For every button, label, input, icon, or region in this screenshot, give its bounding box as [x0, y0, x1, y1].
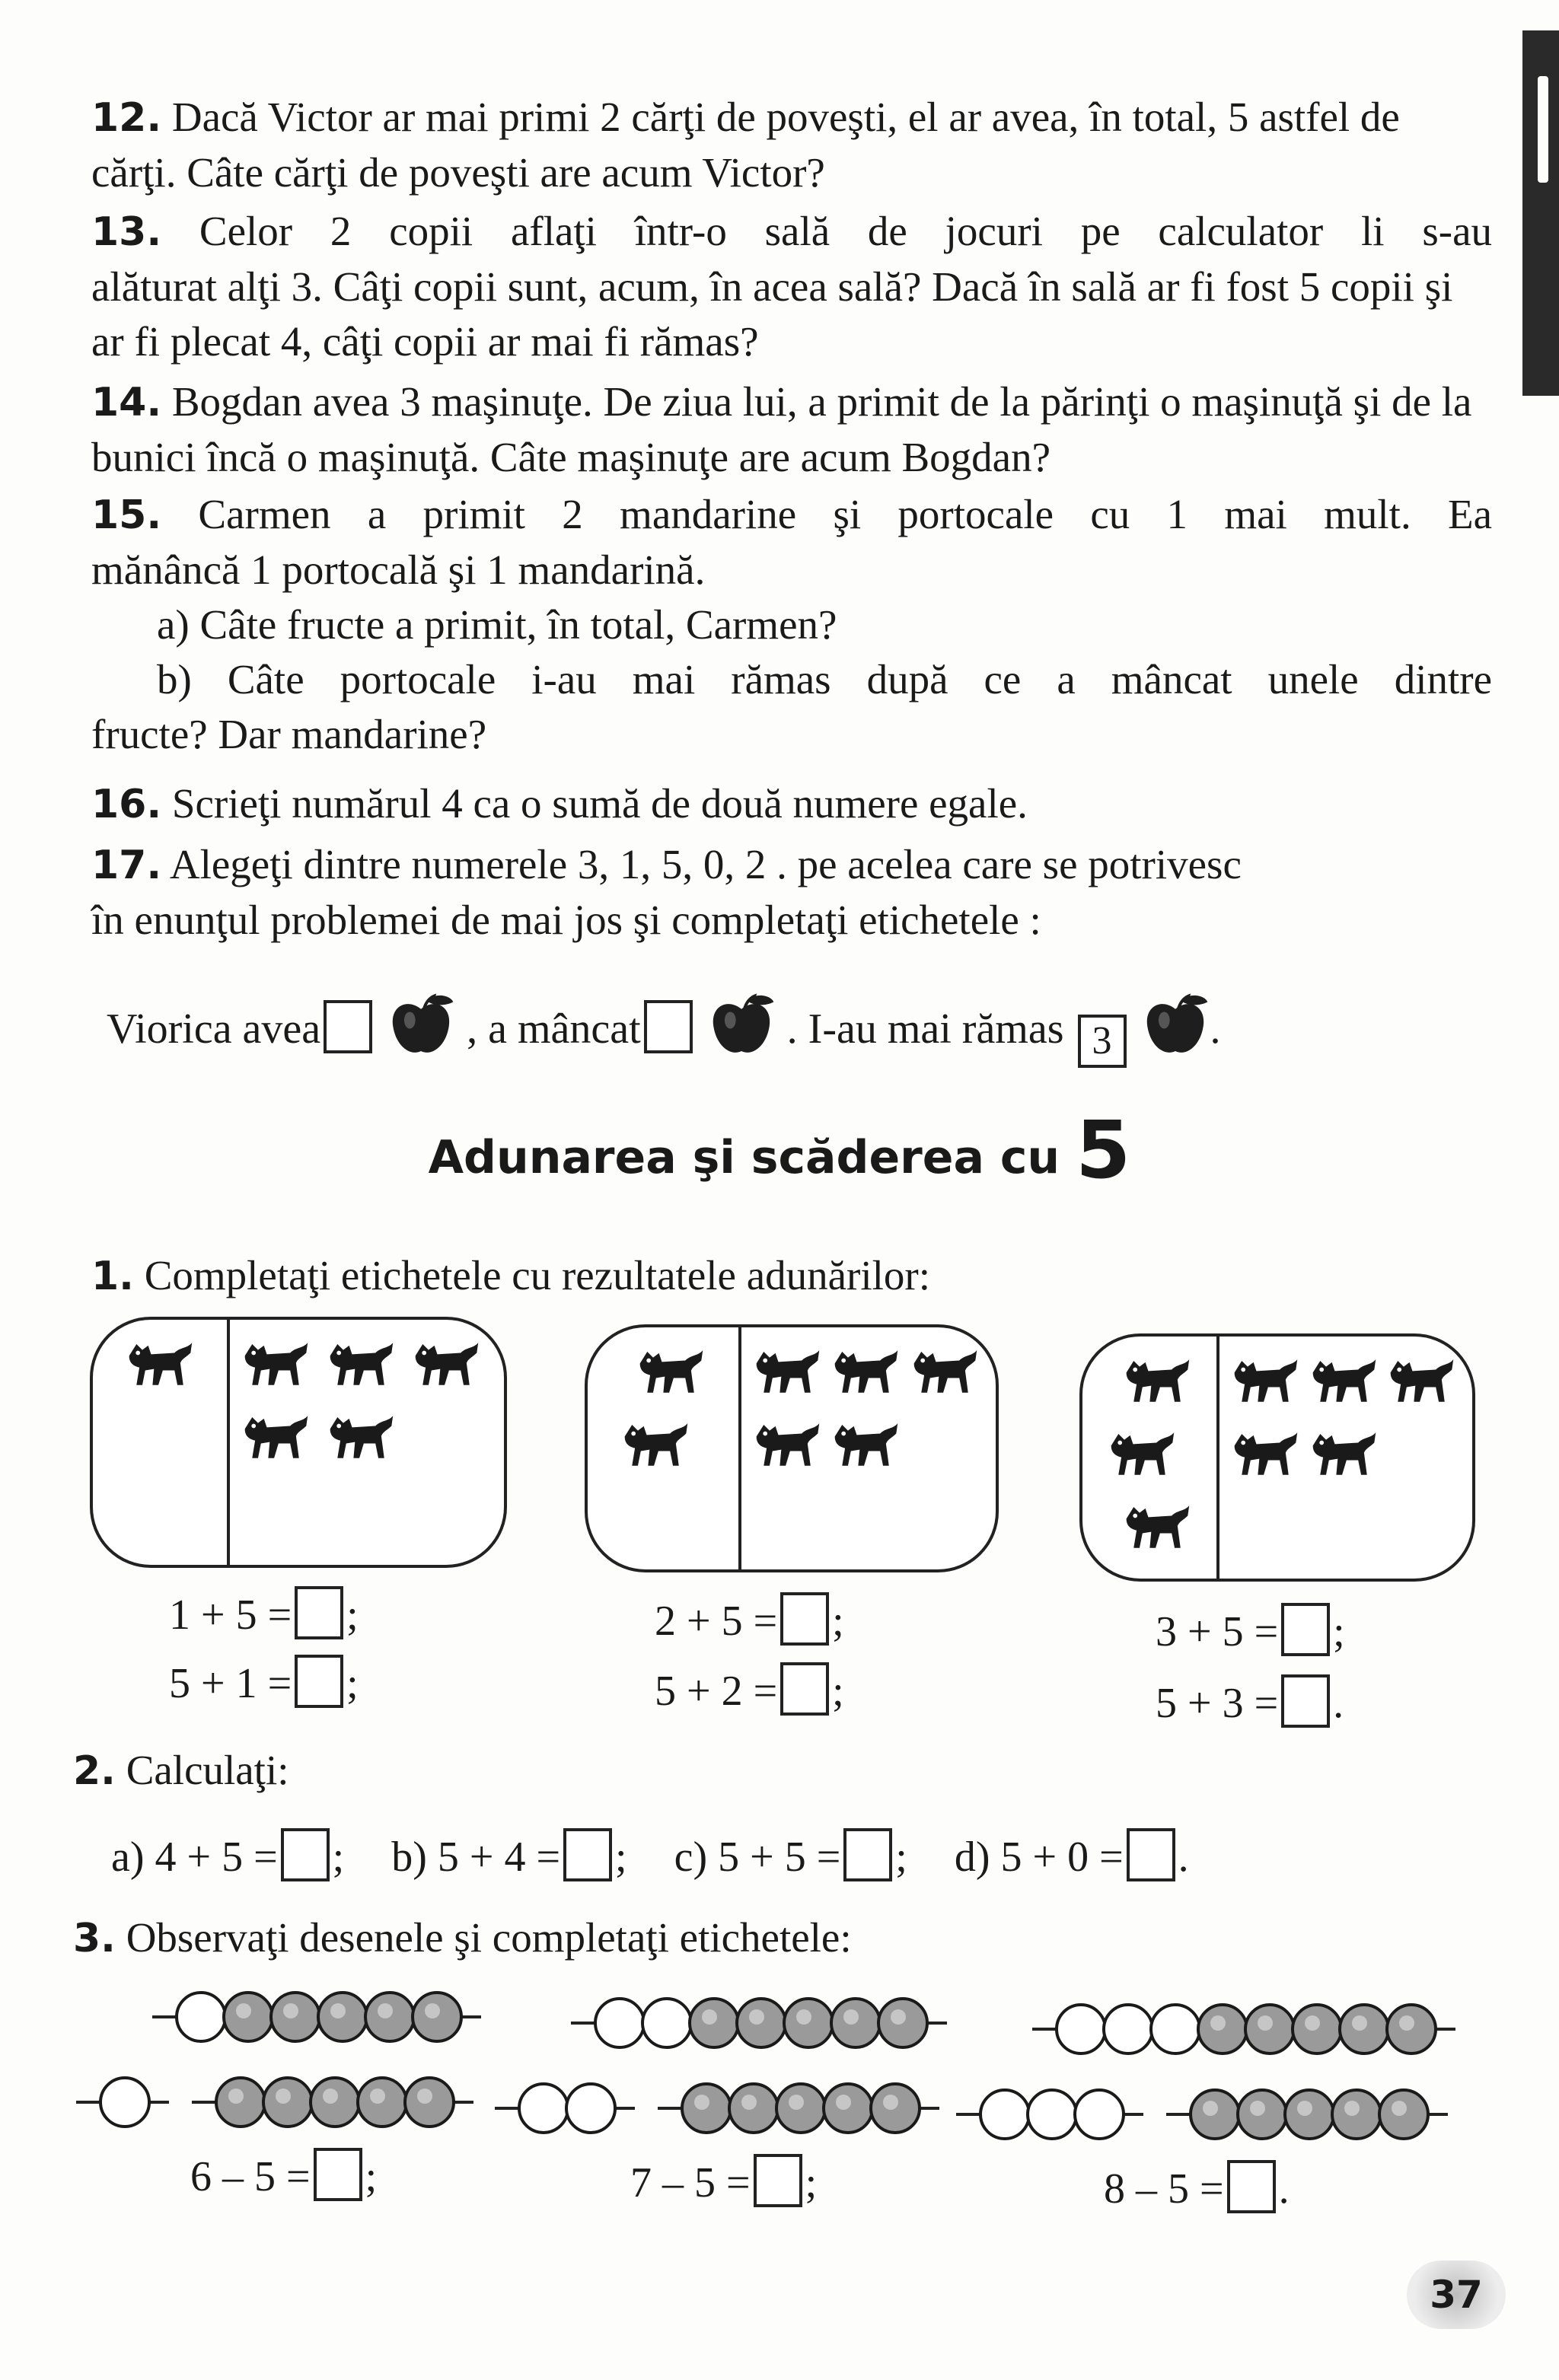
- dog-panel: [585, 1324, 999, 1572]
- answer-box[interactable]: [295, 1586, 343, 1639]
- sentence-part: .: [1210, 1005, 1221, 1053]
- given-value-box: 3: [1078, 1015, 1127, 1068]
- equation: [655, 1661, 844, 1722]
- subquestion-a: a) Câte fructe a primit, în total, Carmen?: [157, 601, 837, 648]
- section-title-text: Adunarea şi scăderea cu: [428, 1131, 1060, 1184]
- punct: ;: [346, 1660, 359, 1707]
- problem-text: Bogdan avea 3 maşinuţe. De ziua lui, a primit de la părinţi o maşinuţă şi de la bunici încă o maşinuţă. Câte maşinuţe are acum Bogdan?: [91, 378, 1472, 480]
- punct: .: [1278, 2165, 1290, 2213]
- dog-icon: [1229, 1350, 1302, 1407]
- exercise-text: Completaţi etichetele cu rezultatele adunărilor:: [144, 1252, 930, 1298]
- equation-text: 5 + 1 =: [169, 1660, 292, 1707]
- answer-box[interactable]: [324, 1000, 372, 1053]
- punct: .: [1333, 1680, 1344, 1727]
- exercise-text: Observaţi desenele şi completaţi etichetele:: [126, 1914, 852, 1961]
- subquestion-b: b) Câte portocale i-au mai rămas după ce a mâncat unele dintre: [157, 656, 1492, 703]
- equation-text: 2 + 5 =: [655, 1598, 778, 1645]
- dog-panel: [1079, 1333, 1475, 1582]
- equation: [1156, 1601, 1345, 1662]
- sentence-part: . I-au mai rămas: [786, 1005, 1064, 1053]
- answer-box[interactable]: [780, 1592, 829, 1646]
- answer-box[interactable]: [295, 1655, 343, 1708]
- calc-item: [955, 1834, 1189, 1881]
- dog-icon: [239, 1407, 312, 1463]
- punct: .: [1178, 1834, 1189, 1881]
- bead-row-remaining: [1166, 2084, 1448, 2145]
- calc-item: [111, 1834, 344, 1881]
- equation-text: 6 – 5 =: [190, 2153, 311, 2200]
- dog-icon: [619, 1414, 692, 1470]
- dog-icon: [1385, 1350, 1458, 1407]
- problem-15: [91, 487, 1492, 762]
- dog-icon: [1121, 1496, 1194, 1553]
- problem-text: mănâncă 1 portocală şi 1 mandarină.: [91, 546, 706, 593]
- bead-icon: [1028, 2090, 1076, 2139]
- apple-sentence: [107, 989, 1221, 1068]
- punct: ;: [365, 2153, 378, 2200]
- punct: ;: [832, 1598, 844, 1645]
- bead-icon: [1075, 2090, 1124, 2139]
- problem-number: 12.: [91, 95, 162, 141]
- bead-icon: [1151, 2005, 1200, 2053]
- equation: [190, 2146, 377, 2207]
- subquestion-b-cont: fructe? Dar mandarine?: [91, 711, 487, 757]
- dog-icon: [1105, 1423, 1178, 1480]
- apple-icon: [706, 989, 776, 1059]
- dog-icon: [751, 1341, 824, 1397]
- problem-line: [91, 204, 1492, 260]
- equation-text: 7 – 5 =: [630, 2159, 751, 2206]
- dog-icon: [410, 1333, 483, 1390]
- punct: ;: [895, 1834, 907, 1881]
- problem-text: Alegeţi dintre numerele 3, 1, 5, 0, 2 . pe acelea care se potrivesc: [169, 841, 1242, 887]
- answer-box[interactable]: [644, 1000, 693, 1053]
- section-title: [0, 1104, 1559, 1196]
- answer-box[interactable]: [1281, 1674, 1330, 1728]
- problem-17: [91, 837, 1492, 948]
- equation: [655, 1591, 844, 1652]
- exercise-3: [73, 1910, 1474, 1966]
- problem-number: 13.: [91, 209, 162, 255]
- dog-icon: [123, 1333, 196, 1390]
- bead-icon: [566, 2084, 615, 2133]
- apple-icon: [386, 989, 456, 1059]
- dog-icon: [1121, 1350, 1194, 1407]
- exercise-2-items: [111, 1827, 1189, 1888]
- calc-label: d) 5 + 0 =: [954, 1834, 1124, 1881]
- dog-icon: [751, 1414, 824, 1470]
- calc-label: c) 5 + 5 =: [674, 1834, 841, 1881]
- exercise-number: 2.: [73, 1748, 116, 1794]
- bead-row-top: [1032, 1999, 1455, 2060]
- exercise-number: 3.: [73, 1916, 116, 1961]
- bead-icon: [519, 2084, 568, 2133]
- equation: [169, 1653, 359, 1714]
- exercise-text: Calculaţi:: [126, 1747, 289, 1793]
- panel-divider: [1216, 1337, 1219, 1579]
- answer-box[interactable]: [1227, 2160, 1276, 2213]
- bead-icon: [1104, 2005, 1153, 2053]
- punct: ;: [832, 1668, 844, 1715]
- answer-box[interactable]: [314, 2148, 362, 2201]
- exercise-1: [91, 1248, 1492, 1304]
- equation: [169, 1585, 359, 1646]
- equation-text: 5 + 3 =: [1156, 1680, 1279, 1727]
- bead-row-top: [571, 1993, 947, 2053]
- problem-text: Scrieţi numărul 4 ca o sumă de două numere egale.: [171, 780, 1028, 827]
- equation-text: 3 + 5 =: [1156, 1608, 1279, 1655]
- bead-icon: [100, 2078, 149, 2127]
- problem-number: 14.: [91, 380, 162, 425]
- dog-icon: [324, 1333, 397, 1390]
- answer-box[interactable]: [1281, 1603, 1330, 1656]
- problem-line: [91, 837, 1492, 893]
- sentence-part: Viorica avea: [107, 1005, 321, 1053]
- bead-icon: [595, 1999, 644, 2047]
- equation: [1156, 1673, 1344, 1734]
- dog-icon: [829, 1414, 902, 1470]
- section-title-number: 5: [1076, 1104, 1131, 1196]
- dog-icon: [908, 1341, 981, 1397]
- apple-icon: [1140, 989, 1210, 1059]
- bead-icon: [642, 1999, 691, 2047]
- calc-item: [391, 1834, 626, 1881]
- dog-icon: [324, 1407, 397, 1463]
- answer-box[interactable]: [754, 2154, 802, 2207]
- problem-14: [91, 374, 1492, 485]
- calc-item: [674, 1834, 907, 1881]
- answer-box[interactable]: [780, 1662, 829, 1716]
- bead-row-remaining: [658, 2078, 939, 2139]
- bead-icon: [177, 1993, 225, 2041]
- punct: ;: [346, 1591, 359, 1639]
- problem-text: Carmen a primit 2 mandarine şi portocale cu 1 mai mult. Ea: [198, 491, 1492, 537]
- answer-box[interactable]: [1127, 1828, 1175, 1881]
- equation: [630, 2152, 817, 2213]
- problem-number: 17.: [91, 843, 162, 888]
- dog-icon: [239, 1333, 312, 1390]
- sentence-part: , a mâncat: [467, 1005, 641, 1053]
- problem-text: în enunţul problemei de mai jos şi completaţi etichetele :: [91, 897, 1041, 943]
- bead-row-top: [152, 1987, 481, 2047]
- problem-16: [91, 776, 1492, 832]
- bead-icon: [980, 2090, 1029, 2139]
- punct: ;: [332, 1834, 345, 1881]
- problem-number: 16.: [91, 782, 162, 827]
- bead-icon: [1057, 2005, 1105, 2053]
- bead-row-removed: [956, 2084, 1143, 2145]
- exercise-number: 1.: [91, 1254, 134, 1299]
- bead-row-remaining: [192, 2072, 473, 2133]
- panel-divider: [738, 1327, 741, 1569]
- problem-line: [91, 487, 1492, 543]
- page-number: 37: [1407, 2261, 1506, 2329]
- equation-text: 5 + 2 =: [655, 1668, 778, 1715]
- problem-13: [91, 204, 1492, 369]
- equation-text: 1 + 5 =: [169, 1591, 292, 1639]
- equation-text: 8 – 5 =: [1104, 2165, 1224, 2213]
- bead-row-removed: [76, 2072, 169, 2133]
- calc-label: b) 5 + 4 =: [391, 1834, 561, 1881]
- dog-icon: [1307, 1423, 1380, 1480]
- problem-12: [91, 90, 1492, 200]
- dog-icon: [634, 1341, 707, 1397]
- panel-divider: [227, 1320, 230, 1565]
- calc-label: a) 4 + 5 =: [111, 1834, 278, 1881]
- problem-text: Dacă Victor ar mai primi 2 cărţi de poveşti, el ar avea, în total, 5 astfel de cărţi. Câte cărţi de poveşti are acum Victor?: [91, 94, 1400, 196]
- answer-box[interactable]: [281, 1828, 330, 1881]
- equation: [1104, 2159, 1290, 2219]
- answer-box[interactable]: [843, 1828, 892, 1881]
- punct: ;: [615, 1834, 627, 1881]
- dog-panel: [90, 1317, 507, 1568]
- dog-icon: [829, 1341, 902, 1397]
- punct: ;: [1333, 1608, 1345, 1655]
- problem-text: Celor 2 copii aflaţi într-o sală de jocuri pe calculator li s-au: [199, 208, 1492, 254]
- dog-icon: [1229, 1423, 1302, 1480]
- problem-number: 15.: [91, 492, 162, 538]
- exercise-2: [73, 1743, 1474, 1799]
- answer-box[interactable]: [563, 1828, 612, 1881]
- punct: ;: [805, 2159, 818, 2206]
- page-edge-tab: [1522, 30, 1559, 396]
- problem-text: alăturat alţi 3. Câţi copii sunt, acum, în acea sală? Dacă în sală ar fi fost 5 copii şi ar fi plecat 4, câţi copii ar mai fi rămas?: [91, 263, 1453, 365]
- dog-icon: [1307, 1350, 1380, 1407]
- bead-row-removed: [495, 2078, 635, 2139]
